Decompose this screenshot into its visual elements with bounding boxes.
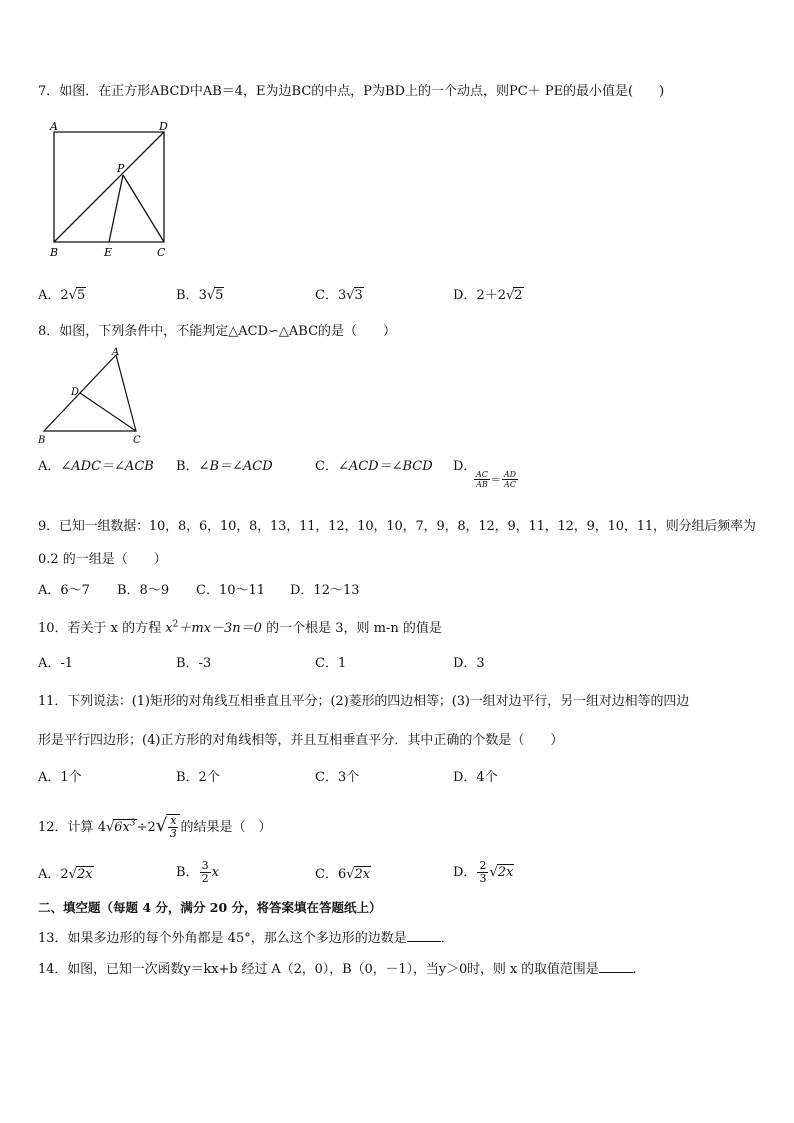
q11-stem-line2: 形是平行四边形；(4)正方形的对角线相等，并且互相垂直平分．其中正确的个数是（ ）	[38, 733, 564, 748]
q9-stem-line1: 9．已知一组数据：10，8，6，10，8，13，11，12，10，10，7，9，8，12，9，11，12，9，10，11，则分组后频率为	[38, 519, 756, 534]
q7-stem: 7．如图．在正方形ABCD中AB＝4，E为边BC的中点，P为BD上的一个动点，则PC＋ PE的最小值是( )	[38, 84, 665, 99]
label-b: B	[38, 435, 46, 446]
q13-stem: 13．如果多边形的每个外角都是 45°，那么这个多边形的边数是 ．	[38, 927, 454, 948]
q9-option-d: D．12～13	[290, 583, 360, 598]
q11-option-b: B．2个	[176, 770, 220, 785]
q11-option-a: A．1个	[38, 770, 82, 785]
q11-option-d: D．4个	[453, 770, 498, 785]
q7-square-figure	[40, 118, 180, 262]
label-p: P	[117, 162, 125, 175]
q12-option-a: A．2√2x	[38, 867, 93, 882]
q8-option-b: B．∠B＝∠ACD	[176, 459, 273, 474]
q12-stem: 12．计算 $4√6x^3\div 2√$ $\frac{x}{3}$ 的结果是（ ）	[38, 814, 272, 840]
q7-option-b: B．3√5	[176, 288, 224, 303]
q10-option-b: B．-3	[176, 656, 212, 671]
label-a: A	[112, 347, 120, 358]
q8-stem: 8．如图，下列条件中，不能判定△ACD∽△ABC的是（ ）	[38, 324, 397, 339]
label-d: D	[159, 120, 168, 133]
q14-stem: 14．如图，已知一次函数y＝kx+b 经过 A（2，0），B（0，－1），当y＞0时，则 x 的取值范围是 ．	[38, 958, 645, 979]
section-2-heading: 二、填空题（每题 4 分，满分 20 分，将答案填在答题纸上）	[38, 900, 382, 915]
q11-option-c: C．3个	[315, 770, 360, 785]
q8-option-d: D．	[453, 459, 477, 474]
q9-stem-line2: 0.2 的一组是（ ）	[38, 552, 167, 567]
q8-option-c: C．∠ACD＝∠BCD	[315, 459, 433, 474]
q10-option-c: C．1	[315, 656, 347, 671]
q13-answer-blank[interactable]	[407, 927, 441, 942]
label-c: C	[157, 246, 166, 259]
q12-option-d: D． $\frac{2}{3}$ √2x	[453, 859, 514, 885]
q10-option-d: D．3	[453, 656, 485, 671]
q12-option-c: C．6√2x	[315, 867, 371, 882]
label-d: D	[71, 387, 80, 398]
q10-stem: 10．若关于 x 的方程 $x^2+mx-3n=0$ 的一个根是 3，则 m-n 的值是	[38, 619, 442, 636]
triangle-abc	[44, 355, 136, 431]
q8-triangle-figure	[36, 345, 148, 447]
q8-option-a: A．∠ADC＝∠ACB	[38, 459, 154, 474]
q9-option-a: A．6～7	[38, 583, 90, 598]
q7-option-d: D．2＋2√2	[453, 288, 523, 303]
label-a: A	[50, 120, 58, 133]
q14-answer-blank[interactable]	[599, 958, 633, 973]
q11-stem-line1: 11．下列说法：(1)矩形的对角线互相垂直且平分；(2)菱形的四边相等；(3)一组对边平行，另一组对边相等的四边	[38, 694, 690, 709]
q8-option-d-ratio: $\frac{AC}{AB}$ ＝ $\frac{AD}{AC}$	[476, 470, 517, 489]
segment-pc	[123, 175, 164, 242]
q10-option-a: A．-1	[38, 656, 74, 671]
q7-option-a: A．2√5	[38, 288, 86, 303]
q9-option-b: B．8～9	[117, 583, 170, 598]
label-b: B	[50, 246, 59, 259]
label-e: E	[104, 246, 113, 259]
diagonal-bd	[54, 132, 164, 242]
q7-option-c: C．3√3	[315, 288, 363, 303]
q9-option-c: C．10～11	[196, 583, 266, 598]
q12-option-b: B． $\frac{3}{2}$ x	[176, 859, 219, 885]
label-c: C	[133, 435, 141, 446]
